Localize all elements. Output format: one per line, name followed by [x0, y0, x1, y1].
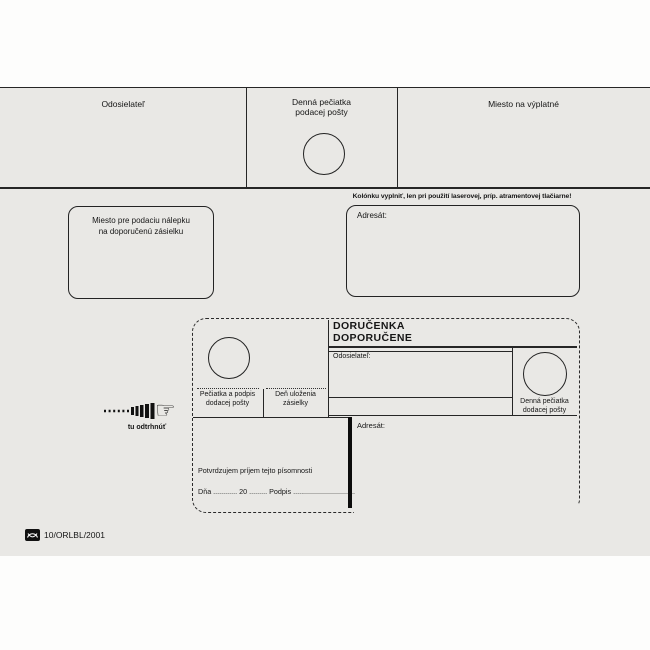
- posting-stamp-label-line2: podacej pošty: [295, 107, 348, 117]
- left-cell-divider: [328, 320, 329, 418]
- svg-text:☞: ☞: [155, 398, 176, 423]
- panel-open-edge-mask: [354, 504, 586, 518]
- tear-here-label: tu odtrhnúť: [127, 424, 167, 431]
- registration-label-text: [69, 216, 213, 237]
- delivery-note-title-line1: DORUČENKA: [333, 320, 405, 332]
- posting-stamp-label: [246, 97, 397, 117]
- postage-field-label: Miesto na výplatné: [488, 99, 559, 109]
- deposit-day-dotted-line: [266, 388, 326, 389]
- delivery-stamp-line1: Denná pečiatka: [520, 398, 569, 405]
- middle-row-bottom-rule: [328, 415, 577, 416]
- header-bottom-rule: [0, 187, 650, 189]
- sender-box-top-rule: [328, 351, 512, 352]
- registration-label-box: [68, 206, 214, 299]
- addressee-box: [346, 205, 580, 297]
- confirm-receipt-text: Potvrdzujem príjem tejto písomnosti: [198, 466, 313, 475]
- delivery-addressee-label: Adresát:: [357, 421, 385, 430]
- registration-label-line2: na doporučenú zásielku: [98, 226, 184, 236]
- deposit-day-line1: Deň uloženia: [275, 391, 316, 398]
- sender-field-label: Odosielateľ: [101, 99, 145, 109]
- delivery-note-title: [333, 321, 412, 344]
- header-top-rule: [0, 87, 650, 88]
- registration-label-line1: Miesto pre podaciu nálepku: [92, 216, 190, 225]
- left-cell-bottom-rule: [193, 417, 352, 418]
- delivery-office-stamp-circle-icon: [208, 337, 250, 379]
- delivery-note-title-line2: DOPORUČENE: [333, 331, 413, 344]
- delivery-stamp-circle-icon: [523, 352, 567, 396]
- sender-box-bottom-rule: [328, 397, 512, 398]
- date-signature-line: Dňa ............ 20 ......... Podpis ...............................: [198, 487, 355, 496]
- posting-stamp-circle-icon: [303, 133, 345, 175]
- delivery-stamp-label: [512, 398, 577, 415]
- postal-logo-icon: [25, 528, 40, 540]
- stamp-signature-line2: dodacej pošty: [205, 399, 250, 407]
- delivery-sender-label: Odosielateľ:: [333, 353, 371, 360]
- printer-instruction-text: Kolónku vyplniť, len pri použití laserovej, príp. atramentovej tlačiarne!: [352, 193, 572, 200]
- deposit-day-label: [263, 391, 328, 408]
- stamp-signature-line1: Pečiatka a podpis: [199, 391, 256, 398]
- pointing-hand-icon: [102, 397, 192, 423]
- addressee-box-label: Adresát:: [357, 211, 387, 220]
- deposit-day-line2: zásielky: [283, 399, 308, 407]
- title-band-rule: [328, 346, 577, 348]
- stamp-signature-label: [193, 391, 262, 408]
- form-code: 10/ORLBL/2001: [44, 530, 105, 540]
- posting-stamp-label-line1: Denná pečiatka: [291, 97, 352, 107]
- delivery-stamp-line2: dodacej pošty: [522, 406, 567, 414]
- stamp-signature-dotted-line: [197, 388, 259, 389]
